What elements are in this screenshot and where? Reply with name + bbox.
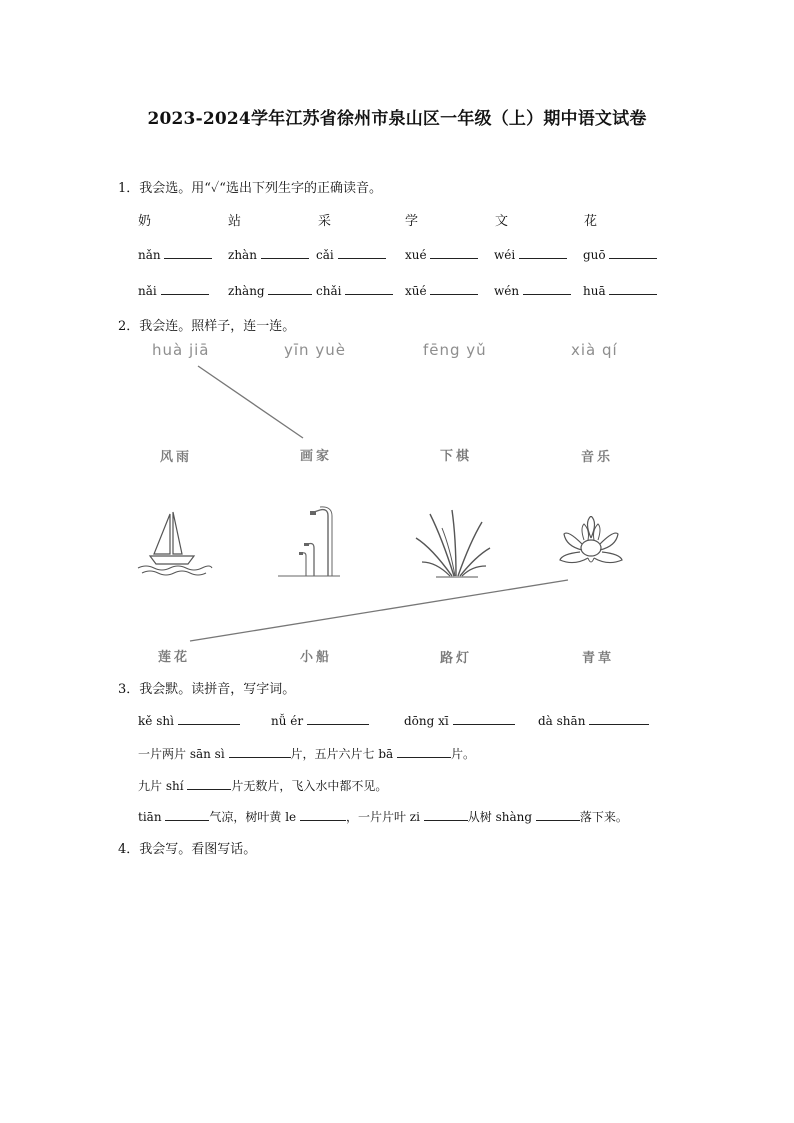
q1-char: 采 <box>318 214 332 229</box>
answer-blank[interactable] <box>307 712 369 725</box>
pinyin-text: xué <box>405 248 427 262</box>
q3-item <box>271 712 369 728</box>
pinyin-text: chǎi <box>316 284 342 298</box>
example-line-top <box>198 366 303 438</box>
q1-char: 站 <box>228 214 242 229</box>
pinyin-text: zhàn <box>228 248 257 262</box>
text-segment: 九片 shí <box>138 779 184 793</box>
q3-item <box>404 712 515 728</box>
streetlamp-icon <box>274 506 344 578</box>
text-segment: 从树 shàng <box>467 810 533 824</box>
word-qingcao: 青草 <box>582 651 615 666</box>
pinyin-text: guō <box>583 248 606 262</box>
question-3-label: 3．我会默。读拼音，写字词。 <box>118 682 296 697</box>
answer-blank[interactable] <box>589 712 649 725</box>
text-segment: 片。 <box>450 747 475 761</box>
pinyin-text: wéi <box>494 248 516 262</box>
pinyin-text: huā <box>583 284 606 298</box>
pinyin-text: nǎn <box>138 248 161 262</box>
answer-blank[interactable] <box>453 712 515 725</box>
q3-row-3 <box>138 777 387 794</box>
pinyin-huajia: huà jiā <box>152 341 210 359</box>
question-1-label: 1．我会选。用“✓“选出下列生字的正确读音。 <box>118 181 382 196</box>
pinyin-xiaqi: xià qí <box>571 341 618 359</box>
q3-row-4 <box>138 808 628 825</box>
text-segment: 落下来。 <box>579 810 628 824</box>
pinyin-yinyue: yīn yuè <box>284 341 346 359</box>
answer-blank[interactable] <box>424 808 468 821</box>
pinyin-text: dà shān <box>538 714 586 728</box>
text-segment: 气凉，树叶黄 le <box>209 810 297 824</box>
q1-char: 花 <box>584 214 598 229</box>
answer-blank[interactable] <box>165 808 209 821</box>
answer-blank[interactable] <box>536 808 580 821</box>
q1-char: 文 <box>495 214 509 229</box>
word-ludeng: 路灯 <box>440 651 473 666</box>
word-lianhua: 莲花 <box>158 650 191 665</box>
pinyin-text: wén <box>494 284 520 298</box>
lotus-icon <box>558 516 624 576</box>
pinyin-text: zhàng <box>228 284 265 298</box>
q3-row-2 <box>138 745 475 762</box>
answer-blank[interactable] <box>187 777 231 790</box>
pinyin-text: nǚ ér <box>271 714 304 728</box>
q3-item <box>538 712 649 728</box>
pinyin-text: kě shì <box>138 714 174 728</box>
page-title: 2023-2024学年江苏省徐州市泉山区一年级（上）期中语文试卷 <box>147 109 647 129</box>
answer-blank[interactable] <box>300 808 346 821</box>
pinyin-text: xūé <box>405 284 427 298</box>
word-xiaochuan: 小船 <box>300 650 333 665</box>
answer-blank[interactable] <box>229 745 291 758</box>
question-2-label: 2．我会连。照样子，连一连。 <box>118 319 296 334</box>
pinyin-text: dōng xī <box>404 714 449 728</box>
q3-item <box>138 712 240 728</box>
text-segment: ，一片片叶 zi <box>345 810 420 824</box>
word-fengyu: 风雨 <box>160 450 193 465</box>
pinyin-text: cǎi <box>316 248 334 262</box>
pinyin-fengyu: fēng yǔ <box>423 341 487 359</box>
word-huajia: 画家 <box>300 449 333 464</box>
text-segment: tiān <box>138 810 162 824</box>
question-4-label: 4．我会写。看图写话。 <box>118 842 257 857</box>
pinyin-text: nǎi <box>138 284 157 298</box>
example-line-bottom <box>190 580 568 641</box>
text-segment: 一片两片 sān sì <box>138 747 225 761</box>
word-yinyue: 音乐 <box>581 450 614 465</box>
answer-blank[interactable] <box>397 745 451 758</box>
answer-blank[interactable] <box>178 712 240 725</box>
text-segment: 片，五片六片七 bā <box>290 747 394 761</box>
grass-icon <box>412 508 492 580</box>
q1-char: 学 <box>405 214 419 229</box>
q1-char: 奶 <box>138 214 152 229</box>
sailboat-icon <box>136 508 216 578</box>
word-xiaqi: 下棋 <box>440 449 473 464</box>
text-segment: 片无数片，飞入水中都不见。 <box>231 779 388 793</box>
